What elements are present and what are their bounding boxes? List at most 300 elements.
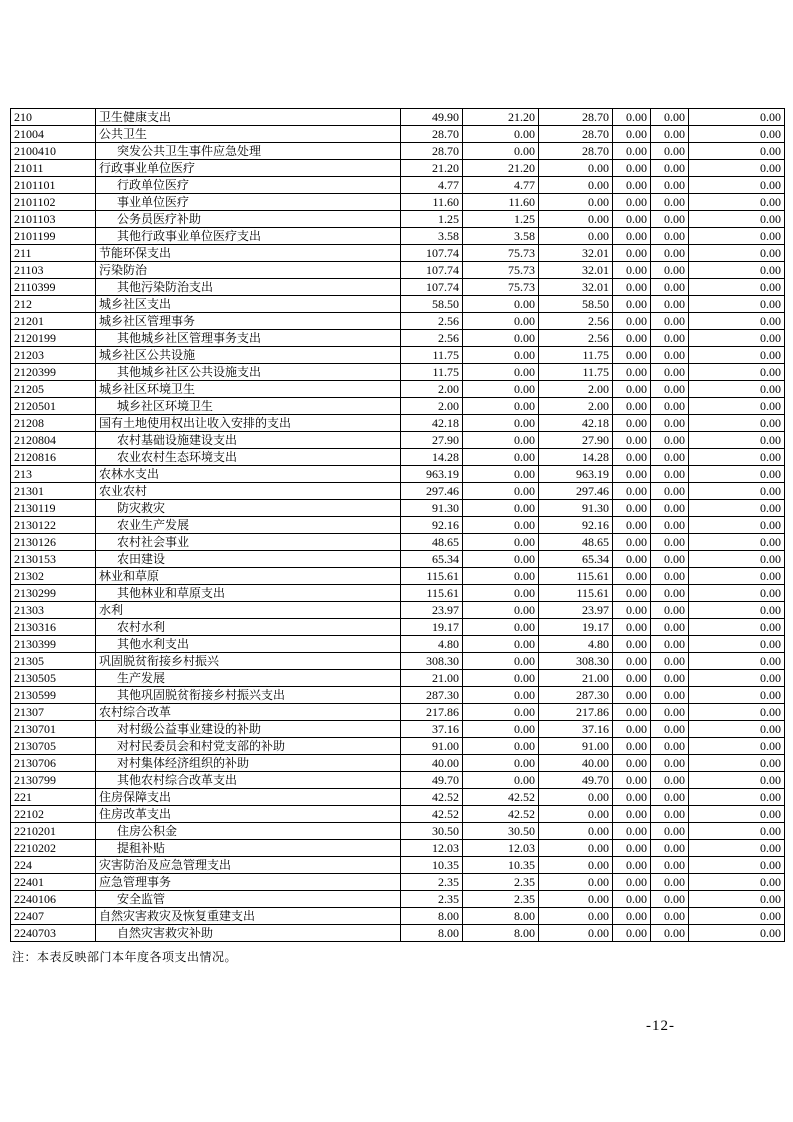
row-name: 防灾救灾	[96, 500, 401, 517]
row-code: 21205	[11, 381, 96, 398]
row-code: 2120399	[11, 364, 96, 381]
row-value: 58.50	[401, 296, 463, 313]
row-value: 287.30	[401, 687, 463, 704]
row-name: 水利	[96, 602, 401, 619]
row-value: 30.50	[401, 823, 463, 840]
row-value: 0.00	[689, 755, 785, 772]
table-row	[11, 857, 785, 874]
row-value: 0.00	[689, 228, 785, 245]
page-number: -12-	[646, 1018, 675, 1034]
row-value: 0.00	[463, 500, 539, 517]
row-value: 963.19	[539, 466, 613, 483]
row-value: 92.16	[539, 517, 613, 534]
row-name: 自然灾害救灾补助	[96, 925, 401, 942]
row-value: 0.00	[613, 330, 651, 347]
row-value: 0.00	[689, 160, 785, 177]
row-code: 21201	[11, 313, 96, 330]
row-name: 农村水利	[96, 619, 401, 636]
table-row	[11, 738, 785, 755]
row-value: 1.25	[401, 211, 463, 228]
row-value: 10.35	[401, 857, 463, 874]
row-value: 12.03	[401, 840, 463, 857]
row-value: 0.00	[689, 245, 785, 262]
row-value: 0.00	[651, 211, 689, 228]
row-value: 0.00	[613, 194, 651, 211]
table-row	[11, 126, 785, 143]
row-value: 11.60	[401, 194, 463, 211]
row-value: 297.46	[401, 483, 463, 500]
row-value: 0.00	[651, 568, 689, 585]
row-value: 0.00	[689, 194, 785, 211]
row-name: 农村社会事业	[96, 534, 401, 551]
row-value: 42.52	[401, 806, 463, 823]
table-row	[11, 313, 785, 330]
table-row	[11, 670, 785, 687]
row-value: 0.00	[463, 602, 539, 619]
row-name: 行政事业单位医疗	[96, 160, 401, 177]
row-code: 2130153	[11, 551, 96, 568]
row-value: 0.00	[463, 755, 539, 772]
row-value: 0.00	[651, 874, 689, 891]
row-value: 287.30	[539, 687, 613, 704]
row-value: 0.00	[613, 296, 651, 313]
row-value: 0.00	[463, 670, 539, 687]
row-value: 0.00	[689, 551, 785, 568]
table-row	[11, 823, 785, 840]
table-row	[11, 143, 785, 160]
row-value: 0.00	[689, 398, 785, 415]
row-value: 0.00	[651, 347, 689, 364]
row-value: 0.00	[651, 534, 689, 551]
row-code: 21103	[11, 262, 96, 279]
row-value: 0.00	[651, 704, 689, 721]
row-value: 0.00	[651, 670, 689, 687]
table-row	[11, 840, 785, 857]
row-value: 0.00	[613, 619, 651, 636]
row-value: 0.00	[689, 517, 785, 534]
row-name: 城乡社区支出	[96, 296, 401, 313]
table-row	[11, 160, 785, 177]
row-value: 0.00	[613, 262, 651, 279]
table-row	[11, 483, 785, 500]
row-code: 210	[11, 109, 96, 126]
row-value: 28.70	[539, 126, 613, 143]
row-value: 0.00	[463, 517, 539, 534]
row-value: 0.00	[613, 398, 651, 415]
row-value: 91.00	[401, 738, 463, 755]
row-value: 0.00	[539, 857, 613, 874]
row-name: 城乡社区环境卫生	[96, 381, 401, 398]
row-code: 2130119	[11, 500, 96, 517]
row-value: 28.70	[401, 143, 463, 160]
row-value: 28.70	[401, 126, 463, 143]
row-value: 0.00	[463, 398, 539, 415]
row-value: 0.00	[613, 483, 651, 500]
row-value: 0.00	[651, 636, 689, 653]
row-value: 0.00	[613, 313, 651, 330]
row-code: 2240106	[11, 891, 96, 908]
table-row	[11, 296, 785, 313]
row-value: 0.00	[613, 840, 651, 857]
table-row	[11, 551, 785, 568]
row-value: 0.00	[689, 789, 785, 806]
row-name: 林业和草原	[96, 568, 401, 585]
row-value: 0.00	[539, 228, 613, 245]
row-value: 14.28	[539, 449, 613, 466]
row-code: 21303	[11, 602, 96, 619]
row-code: 21208	[11, 415, 96, 432]
row-value: 21.20	[401, 160, 463, 177]
table-row	[11, 534, 785, 551]
row-value: 0.00	[463, 466, 539, 483]
row-name: 农林水支出	[96, 466, 401, 483]
row-value: 0.00	[651, 517, 689, 534]
row-value: 91.30	[401, 500, 463, 517]
row-value: 2.56	[539, 313, 613, 330]
row-value: 0.00	[463, 653, 539, 670]
row-value: 0.00	[463, 721, 539, 738]
row-code: 2101101	[11, 177, 96, 194]
row-code: 2130505	[11, 670, 96, 687]
row-name: 农业农村	[96, 483, 401, 500]
row-value: 0.00	[463, 534, 539, 551]
row-value: 28.70	[539, 143, 613, 160]
row-name: 其他水利支出	[96, 636, 401, 653]
row-code: 21301	[11, 483, 96, 500]
row-value: 0.00	[689, 653, 785, 670]
table-note: 注：本表反映部门本年度各项支出情况。	[12, 950, 238, 964]
table-row	[11, 806, 785, 823]
row-code: 2101102	[11, 194, 96, 211]
row-value: 0.00	[613, 891, 651, 908]
row-code: 2130701	[11, 721, 96, 738]
row-value: 0.00	[651, 483, 689, 500]
row-value: 23.97	[401, 602, 463, 619]
row-value: 2.56	[401, 330, 463, 347]
row-value: 0.00	[689, 840, 785, 857]
row-value: 0.00	[689, 177, 785, 194]
row-code: 221	[11, 789, 96, 806]
row-value: 0.00	[651, 228, 689, 245]
row-value: 0.00	[613, 177, 651, 194]
row-value: 0.00	[463, 704, 539, 721]
table-row	[11, 602, 785, 619]
row-value: 0.00	[613, 602, 651, 619]
row-value: 0.00	[689, 347, 785, 364]
row-value: 0.00	[651, 313, 689, 330]
row-value: 0.00	[689, 296, 785, 313]
row-value: 75.73	[463, 279, 539, 296]
row-value: 11.75	[401, 364, 463, 381]
row-code: 2210202	[11, 840, 96, 857]
row-value: 0.00	[651, 245, 689, 262]
row-code: 2130799	[11, 772, 96, 789]
table-row	[11, 908, 785, 925]
row-name: 行政单位医疗	[96, 177, 401, 194]
row-value: 42.52	[401, 789, 463, 806]
table-row	[11, 891, 785, 908]
row-value: 75.73	[463, 262, 539, 279]
row-value: 48.65	[539, 534, 613, 551]
table-row	[11, 789, 785, 806]
row-value: 0.00	[613, 517, 651, 534]
row-value: 0.00	[463, 330, 539, 347]
row-value: 0.00	[689, 738, 785, 755]
row-value: 0.00	[689, 466, 785, 483]
row-value: 107.74	[401, 262, 463, 279]
row-value: 0.00	[689, 364, 785, 381]
row-value: 21.00	[539, 670, 613, 687]
row-code: 21307	[11, 704, 96, 721]
table-row	[11, 279, 785, 296]
row-code: 212	[11, 296, 96, 313]
table-row	[11, 364, 785, 381]
row-name: 提租补贴	[96, 840, 401, 857]
row-value: 0.00	[613, 364, 651, 381]
row-code: 21305	[11, 653, 96, 670]
row-value: 65.34	[401, 551, 463, 568]
row-code: 2240703	[11, 925, 96, 942]
row-value: 0.00	[651, 466, 689, 483]
row-value: 308.30	[401, 653, 463, 670]
row-value: 0.00	[689, 534, 785, 551]
row-value: 0.00	[689, 585, 785, 602]
table-row	[11, 177, 785, 194]
row-code: 2101199	[11, 228, 96, 245]
row-value: 0.00	[651, 551, 689, 568]
row-value: 0.00	[613, 687, 651, 704]
row-value: 115.61	[401, 585, 463, 602]
row-value: 11.60	[463, 194, 539, 211]
row-value: 0.00	[613, 160, 651, 177]
row-value: 0.00	[613, 500, 651, 517]
row-value: 0.00	[689, 619, 785, 636]
table-row	[11, 245, 785, 262]
row-value: 0.00	[613, 143, 651, 160]
row-value: 0.00	[539, 925, 613, 942]
row-value: 963.19	[401, 466, 463, 483]
row-value: 0.00	[651, 500, 689, 517]
row-value: 19.17	[539, 619, 613, 636]
row-value: 0.00	[651, 449, 689, 466]
row-value: 4.77	[463, 177, 539, 194]
row-value: 0.00	[463, 432, 539, 449]
row-value: 2.56	[401, 313, 463, 330]
row-name: 对村民委员会和村党支部的补助	[96, 738, 401, 755]
row-name: 灾害防治及应急管理支出	[96, 857, 401, 874]
row-value: 0.00	[613, 636, 651, 653]
row-value: 14.28	[401, 449, 463, 466]
row-value: 0.00	[651, 296, 689, 313]
row-code: 2120199	[11, 330, 96, 347]
row-code: 2120804	[11, 432, 96, 449]
row-value: 0.00	[651, 585, 689, 602]
row-value: 0.00	[613, 126, 651, 143]
row-code: 2101103	[11, 211, 96, 228]
row-value: 0.00	[689, 925, 785, 942]
row-value: 0.00	[613, 925, 651, 942]
row-value: 0.00	[689, 500, 785, 517]
row-value: 0.00	[689, 313, 785, 330]
row-value: 0.00	[651, 364, 689, 381]
row-value: 0.00	[613, 755, 651, 772]
row-value: 0.00	[651, 721, 689, 738]
row-name: 节能环保支出	[96, 245, 401, 262]
table-row	[11, 517, 785, 534]
row-value: 30.50	[463, 823, 539, 840]
row-value: 0.00	[651, 687, 689, 704]
row-code: 2120501	[11, 398, 96, 415]
row-code: 2210201	[11, 823, 96, 840]
row-value: 75.73	[463, 245, 539, 262]
row-value: 0.00	[463, 126, 539, 143]
table-row	[11, 381, 785, 398]
row-value: 0.00	[463, 347, 539, 364]
row-value: 58.50	[539, 296, 613, 313]
row-value: 0.00	[613, 653, 651, 670]
row-value: 0.00	[539, 891, 613, 908]
row-value: 107.74	[401, 279, 463, 296]
table-row	[11, 330, 785, 347]
row-name: 污染防治	[96, 262, 401, 279]
row-value: 37.16	[401, 721, 463, 738]
row-value: 0.00	[613, 245, 651, 262]
row-value: 0.00	[463, 143, 539, 160]
row-value: 0.00	[689, 704, 785, 721]
row-value: 0.00	[539, 177, 613, 194]
row-value: 32.01	[539, 279, 613, 296]
row-value: 0.00	[613, 670, 651, 687]
row-code: 21203	[11, 347, 96, 364]
row-value: 0.00	[689, 891, 785, 908]
table-row	[11, 925, 785, 942]
row-value: 0.00	[689, 568, 785, 585]
row-value: 0.00	[689, 636, 785, 653]
row-value: 0.00	[689, 330, 785, 347]
table-row	[11, 772, 785, 789]
row-value: 0.00	[689, 806, 785, 823]
row-value: 0.00	[463, 585, 539, 602]
row-value: 115.61	[539, 585, 613, 602]
row-value: 42.52	[463, 806, 539, 823]
row-value: 0.00	[651, 160, 689, 177]
row-value: 8.00	[401, 925, 463, 942]
row-name: 对村集体经济组织的补助	[96, 755, 401, 772]
table-row	[11, 432, 785, 449]
row-value: 0.00	[463, 381, 539, 398]
row-value: 0.00	[463, 415, 539, 432]
row-value: 0.00	[651, 840, 689, 857]
row-name: 农业农村生态环境支出	[96, 449, 401, 466]
table-row	[11, 449, 785, 466]
row-name: 农村综合改革	[96, 704, 401, 721]
row-value: 0.00	[463, 449, 539, 466]
row-value: 0.00	[613, 211, 651, 228]
row-name: 卫生健康支出	[96, 109, 401, 126]
row-value: 0.00	[613, 772, 651, 789]
row-value: 0.00	[651, 109, 689, 126]
row-value: 0.00	[651, 755, 689, 772]
row-value: 92.16	[401, 517, 463, 534]
row-value: 3.58	[401, 228, 463, 245]
row-value: 0.00	[463, 687, 539, 704]
row-code: 22407	[11, 908, 96, 925]
row-value: 91.30	[539, 500, 613, 517]
row-value: 4.80	[401, 636, 463, 653]
row-name: 生产发展	[96, 670, 401, 687]
row-value: 0.00	[651, 602, 689, 619]
row-value: 21.20	[463, 160, 539, 177]
row-code: 2130705	[11, 738, 96, 755]
row-value: 0.00	[689, 279, 785, 296]
row-value: 11.75	[539, 347, 613, 364]
row-value: 32.01	[539, 245, 613, 262]
row-value: 0.00	[651, 823, 689, 840]
row-name: 城乡社区环境卫生	[96, 398, 401, 415]
row-value: 0.00	[613, 109, 651, 126]
row-value: 0.00	[613, 228, 651, 245]
row-value: 0.00	[613, 908, 651, 925]
row-code: 2130122	[11, 517, 96, 534]
row-value: 0.00	[651, 432, 689, 449]
row-code: 224	[11, 857, 96, 874]
row-value: 2.56	[539, 330, 613, 347]
row-name: 农田建设	[96, 551, 401, 568]
row-name: 其他污染防治支出	[96, 279, 401, 296]
row-value: 0.00	[689, 262, 785, 279]
row-value: 0.00	[463, 568, 539, 585]
table-row	[11, 109, 785, 126]
row-name: 巩固脱贫衔接乡村振兴	[96, 653, 401, 670]
row-value: 107.74	[401, 245, 463, 262]
row-value: 32.01	[539, 262, 613, 279]
row-value: 49.70	[401, 772, 463, 789]
table-row	[11, 704, 785, 721]
row-code: 22102	[11, 806, 96, 823]
row-value: 0.00	[689, 483, 785, 500]
row-value: 0.00	[539, 823, 613, 840]
row-value: 0.00	[613, 551, 651, 568]
row-name: 城乡社区管理事务	[96, 313, 401, 330]
row-value: 0.00	[463, 483, 539, 500]
row-value: 2.00	[539, 381, 613, 398]
row-value: 0.00	[651, 177, 689, 194]
row-code: 2130399	[11, 636, 96, 653]
row-value: 0.00	[539, 874, 613, 891]
row-value: 42.18	[401, 415, 463, 432]
expenditure-table	[10, 108, 785, 942]
row-value: 0.00	[689, 432, 785, 449]
table-row	[11, 398, 785, 415]
row-name: 城乡社区公共设施	[96, 347, 401, 364]
row-name: 对村级公益事业建设的补助	[96, 721, 401, 738]
table-row	[11, 347, 785, 364]
row-name: 其他行政事业单位医疗支出	[96, 228, 401, 245]
row-value: 0.00	[613, 432, 651, 449]
row-code: 2130706	[11, 755, 96, 772]
row-value: 23.97	[539, 602, 613, 619]
row-value: 2.35	[463, 874, 539, 891]
row-value: 0.00	[651, 330, 689, 347]
table-row	[11, 721, 785, 738]
row-value: 0.00	[613, 415, 651, 432]
table-row	[11, 687, 785, 704]
table-row	[11, 262, 785, 279]
row-value: 0.00	[689, 857, 785, 874]
row-value: 2.35	[463, 891, 539, 908]
row-name: 突发公共卫生事件应急处理	[96, 143, 401, 160]
row-value: 0.00	[651, 415, 689, 432]
